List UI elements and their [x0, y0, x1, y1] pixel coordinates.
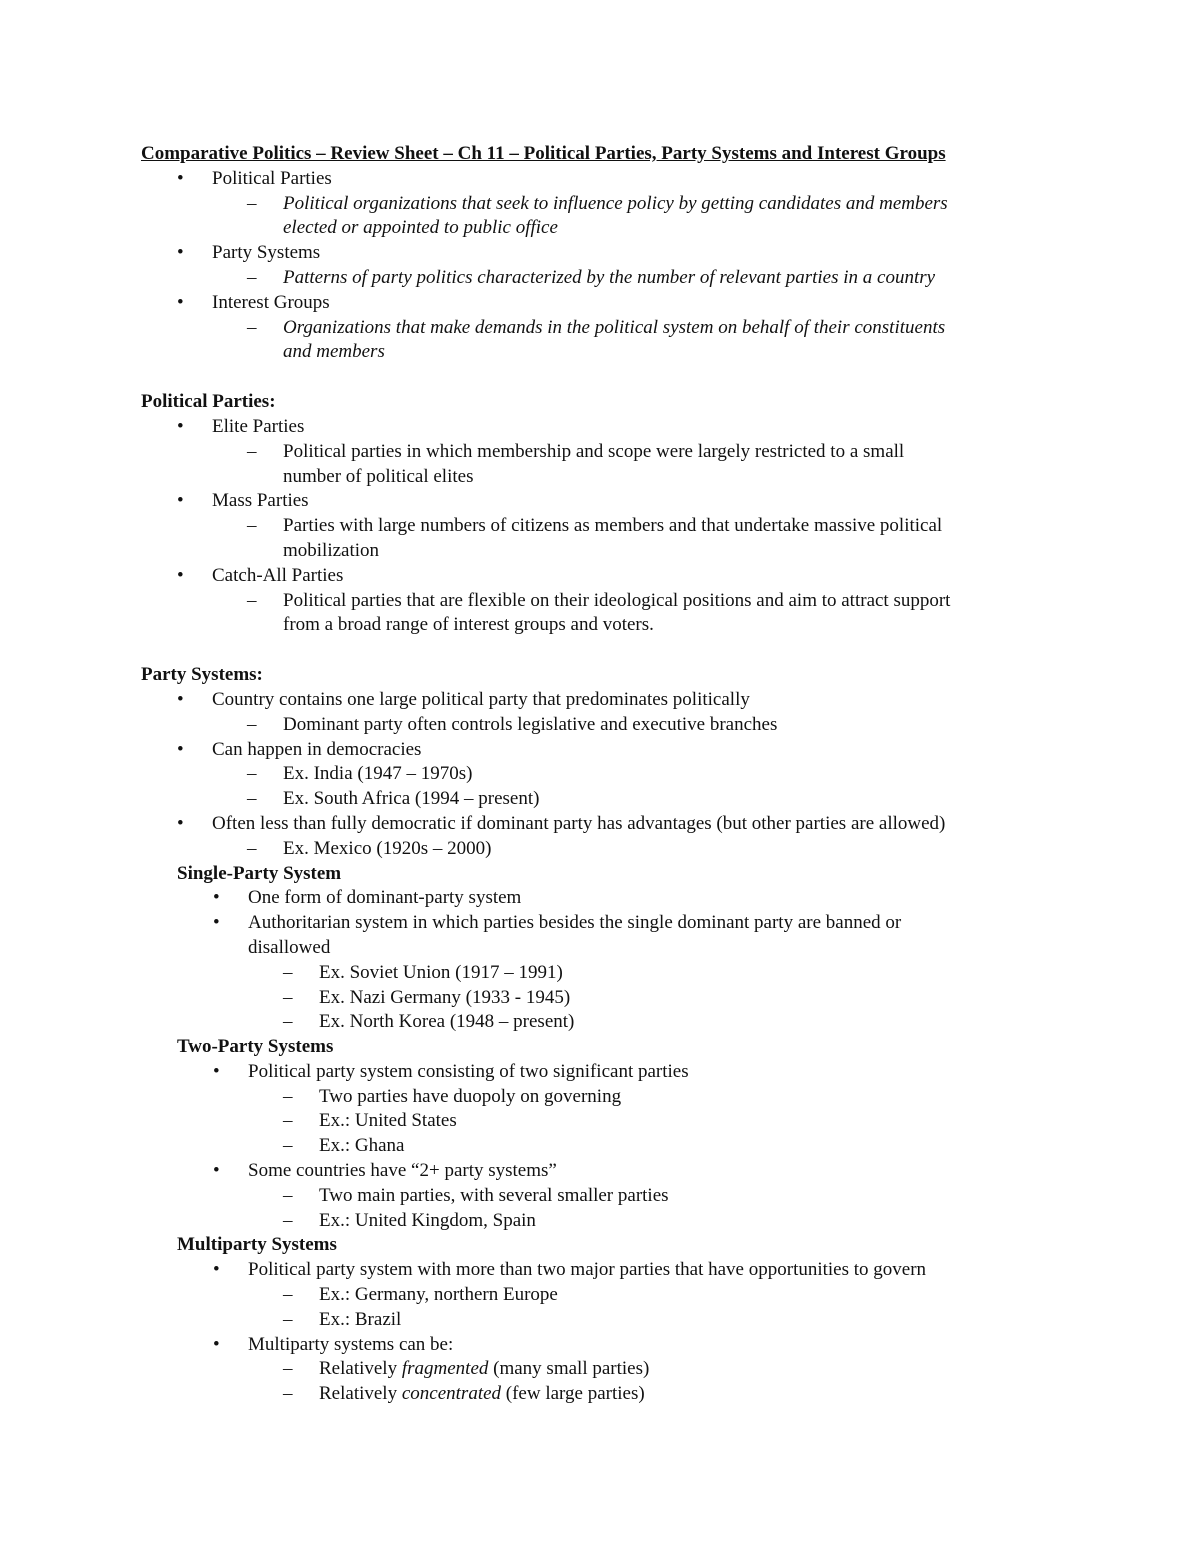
- dash-marker: –: [247, 837, 257, 859]
- bullet-marker: •: [213, 887, 220, 909]
- dash-marker: –: [283, 1358, 293, 1380]
- review-sheet: [141, 142, 1141, 1407]
- emphasis-fragmented: fragmented: [401, 1358, 489, 1380]
- subheading-two-party: Two-Party Systems: [177, 1036, 334, 1058]
- bullet-item: • Elite Parties: [141, 415, 1141, 440]
- dash-item: – Ex. Soviet Union (1917 – 1991): [141, 961, 1141, 986]
- continuation-line: mobilization: [283, 539, 380, 561]
- bullet-item: • Political party system with more than two major parties that have opportunities to govern: [141, 1258, 1141, 1283]
- section-heading-political-parties: Political Parties:: [141, 391, 276, 413]
- dash-item: – Ex.: Germany, northern Europe: [141, 1283, 1141, 1308]
- bullet-marker: •: [177, 167, 184, 189]
- continuation-line: disallowed: [248, 936, 331, 958]
- dash-marker: –: [283, 1209, 293, 1231]
- dash-item: – Relatively fragmented (many small parties): [141, 1357, 1141, 1382]
- dash-item: – Ex. North Korea (1948 – present): [141, 1010, 1141, 1035]
- dash-item: – Organizations that make demands in the political system on behalf of their constituents: [141, 316, 1141, 341]
- document-title: Comparative Politics – Review Sheet – Ch 11 – Political Parties, Party Systems and Interest Groups: [141, 143, 946, 164]
- dash-item: – Parties with large numbers of citizens as members and that undertake massive political: [141, 514, 1141, 539]
- bullet-item: • Country contains one large political party that predominates politically: [141, 688, 1141, 713]
- dash-marker: –: [283, 1308, 293, 1330]
- dash-item: – Ex.: Brazil: [141, 1308, 1141, 1333]
- dash-item: – Ex.: United States: [141, 1109, 1141, 1134]
- bullet-item: • Political party system consisting of two significant parties: [141, 1060, 1141, 1085]
- bullet-marker: •: [177, 291, 184, 313]
- dash-item: – Two parties have duopoly on governing: [141, 1085, 1141, 1110]
- dash-marker: –: [247, 589, 257, 611]
- dash-marker: –: [247, 316, 257, 338]
- dash-item: – Ex.: United Kingdom, Spain: [141, 1209, 1141, 1234]
- dash-item: – Dominant party often controls legislative and executive branches: [141, 713, 1141, 738]
- dash-marker: –: [247, 192, 257, 214]
- emphasis-concentrated: concentrated: [401, 1383, 502, 1405]
- dash-marker: –: [283, 1085, 293, 1107]
- bullet-marker: •: [177, 688, 184, 710]
- dash-marker: –: [283, 1011, 293, 1033]
- section-heading-party-systems: Party Systems:: [141, 664, 263, 686]
- bullet-item: • Some countries have “2+ party systems”: [141, 1159, 1141, 1184]
- bullet-marker: •: [177, 738, 184, 760]
- bullet-marker: •: [213, 1060, 220, 1082]
- dash-item: – Patterns of party politics characterized by the number of relevant parties in a country: [141, 266, 1141, 291]
- dash-item: – Ex. Mexico (1920s – 2000): [141, 837, 1141, 862]
- dash-item: – Ex. Nazi Germany (1933 - 1945): [141, 986, 1141, 1011]
- dash-marker: –: [283, 1184, 293, 1206]
- bullet-marker: •: [177, 415, 184, 437]
- dash-marker: –: [283, 1383, 293, 1405]
- bullet-item: • Political Parties: [141, 167, 1141, 192]
- dash-marker: –: [247, 266, 257, 288]
- continuation-line: from a broad range of interest groups and voters.: [283, 614, 654, 636]
- dash-marker: –: [283, 986, 293, 1008]
- continuation-line: and members: [283, 341, 385, 363]
- dash-item: – Political parties that are flexible on their ideological positions and aim to attract support: [141, 589, 1141, 614]
- bullet-marker: •: [213, 1333, 220, 1355]
- bullet-item: • Catch-All Parties: [141, 564, 1141, 589]
- subheading-multiparty: Multiparty Systems: [177, 1234, 337, 1256]
- bullet-item: • Party Systems: [141, 241, 1141, 266]
- dash-item: – Ex. India (1947 – 1970s): [141, 762, 1141, 787]
- bullet-marker: •: [177, 242, 184, 264]
- bullet-item: • Multiparty systems can be:: [141, 1333, 1141, 1358]
- bullet-marker: •: [177, 564, 184, 586]
- dash-item: – Ex. South Africa (1994 – present): [141, 787, 1141, 812]
- dash-marker: –: [247, 440, 257, 462]
- dash-marker: –: [283, 1110, 293, 1132]
- bullet-marker: •: [177, 812, 184, 834]
- bullet-item: • Interest Groups: [141, 291, 1141, 316]
- dash-marker: –: [283, 1284, 293, 1306]
- dash-marker: –: [247, 763, 257, 785]
- dash-marker: –: [247, 713, 257, 735]
- dash-item: – Political organizations that seek to influence policy by getting candidates and members: [141, 192, 1141, 217]
- dash-marker: –: [283, 961, 293, 983]
- dash-marker: –: [283, 1135, 293, 1157]
- bullet-marker: •: [177, 490, 184, 512]
- bullet-item: • Mass Parties: [141, 489, 1141, 514]
- bullet-item: • One form of dominant-party system: [141, 886, 1141, 911]
- continuation-line: elected or appointed to public office: [283, 217, 558, 239]
- bullet-item: • Can happen in democracies: [141, 738, 1141, 763]
- dash-marker: –: [247, 788, 257, 810]
- dash-item: – Relatively concentrated (few large parties): [141, 1382, 1141, 1407]
- dash-item: – Ex.: Ghana: [141, 1134, 1141, 1159]
- bullet-marker: •: [213, 1160, 220, 1182]
- dash-item: – Political parties in which membership and scope were largely restricted to a small: [141, 440, 1141, 465]
- dash-item: – Two main parties, with several smaller parties: [141, 1184, 1141, 1209]
- bullet-marker: •: [213, 1259, 220, 1281]
- bullet-item: • Authoritarian system in which parties besides the single dominant party are banned or: [141, 911, 1141, 936]
- bullet-marker: •: [213, 912, 220, 934]
- subheading-single-party: Single-Party System: [177, 862, 342, 884]
- bullet-item: • Often less than fully democratic if dominant party has advantages (but other parties are allowed): [141, 812, 1141, 837]
- dash-marker: –: [247, 515, 257, 537]
- continuation-line: number of political elites: [283, 465, 474, 487]
